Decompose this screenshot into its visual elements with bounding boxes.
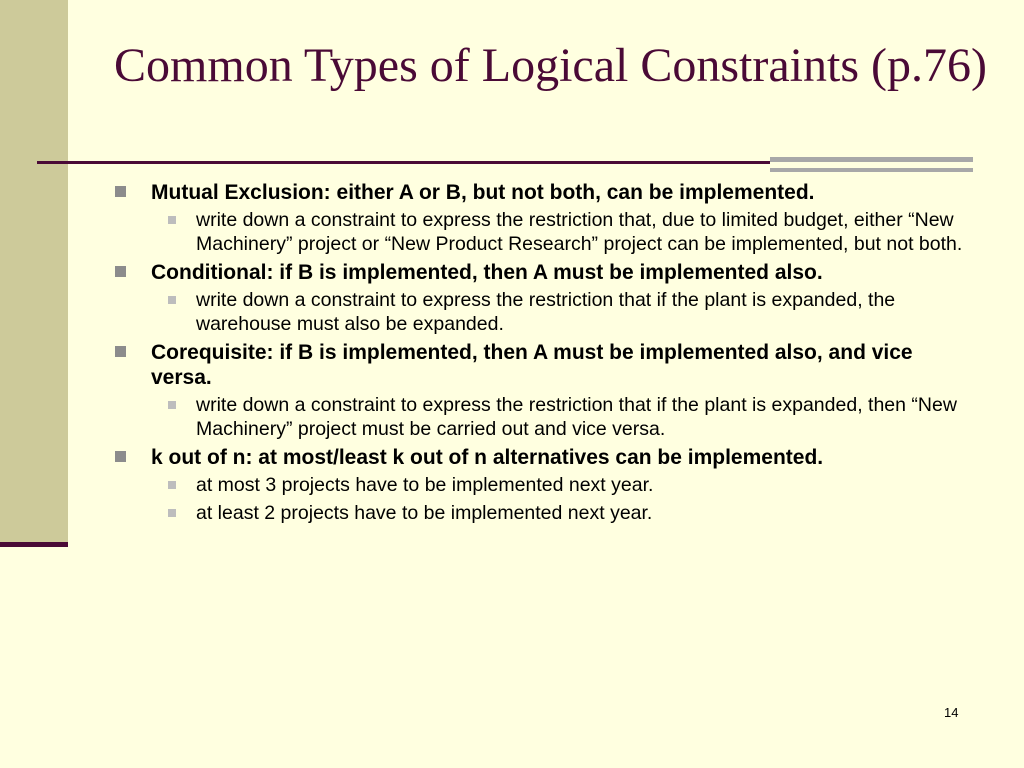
accent-bar-top <box>770 157 973 162</box>
bullet-mutual-exclusion <box>114 180 974 205</box>
bullet-text: Corequisite: if B is implemented, then A must be implemented also, and vice versa. <box>151 341 913 389</box>
sub-bullet <box>114 473 974 497</box>
square-bullet-icon <box>168 296 176 304</box>
bullet-text: k out of n: at most/least k out of n alternatives can be implemented. <box>151 446 824 469</box>
accent-bar-bottom <box>770 168 973 172</box>
square-bullet-icon <box>115 346 126 357</box>
sub-bullet <box>114 501 974 525</box>
square-bullet-icon <box>168 216 176 224</box>
side-band <box>0 0 68 545</box>
sub-bullet-text: at most 3 projects have to be implemented next year. <box>196 474 654 496</box>
square-bullet-icon <box>115 186 126 197</box>
title-divider <box>37 161 770 164</box>
square-bullet-icon <box>168 401 176 409</box>
bullet-text: Mutual Exclusion: either A or B, but not both, can be implemented. <box>151 181 815 204</box>
square-bullet-icon <box>168 481 176 489</box>
slide-content <box>114 180 974 529</box>
bullet-corequisite <box>114 340 974 390</box>
square-bullet-icon <box>115 266 126 277</box>
sub-bullet <box>114 208 974 256</box>
bullet-conditional <box>114 260 974 285</box>
page-number: 14 <box>944 705 959 720</box>
sub-bullet <box>114 393 974 441</box>
side-band-rule <box>0 542 68 547</box>
sub-bullet-text: at least 2 projects have to be implemented next year. <box>196 502 653 524</box>
square-bullet-icon <box>115 451 126 462</box>
sub-bullet-text: write down a constraint to express the restriction that if the plant is expanded, then “New Machinery” project must be carried out and vice versa. <box>196 394 957 440</box>
sub-bullet <box>114 288 974 336</box>
square-bullet-icon <box>168 509 176 517</box>
bullet-k-out-of-n <box>114 445 974 470</box>
sub-bullet-text: write down a constraint to express the restriction that, due to limited budget, either “New Machinery” project or “New Product Research” project can be implemented, but not both. <box>196 209 963 255</box>
bullet-text: Conditional: if B is implemented, then A must be implemented also. <box>151 261 823 284</box>
sub-bullet-text: write down a constraint to express the restriction that if the plant is expanded, the warehouse must also be expanded. <box>196 289 896 335</box>
slide-title: Common Types of Logical Constraints (p.76) <box>114 39 987 92</box>
